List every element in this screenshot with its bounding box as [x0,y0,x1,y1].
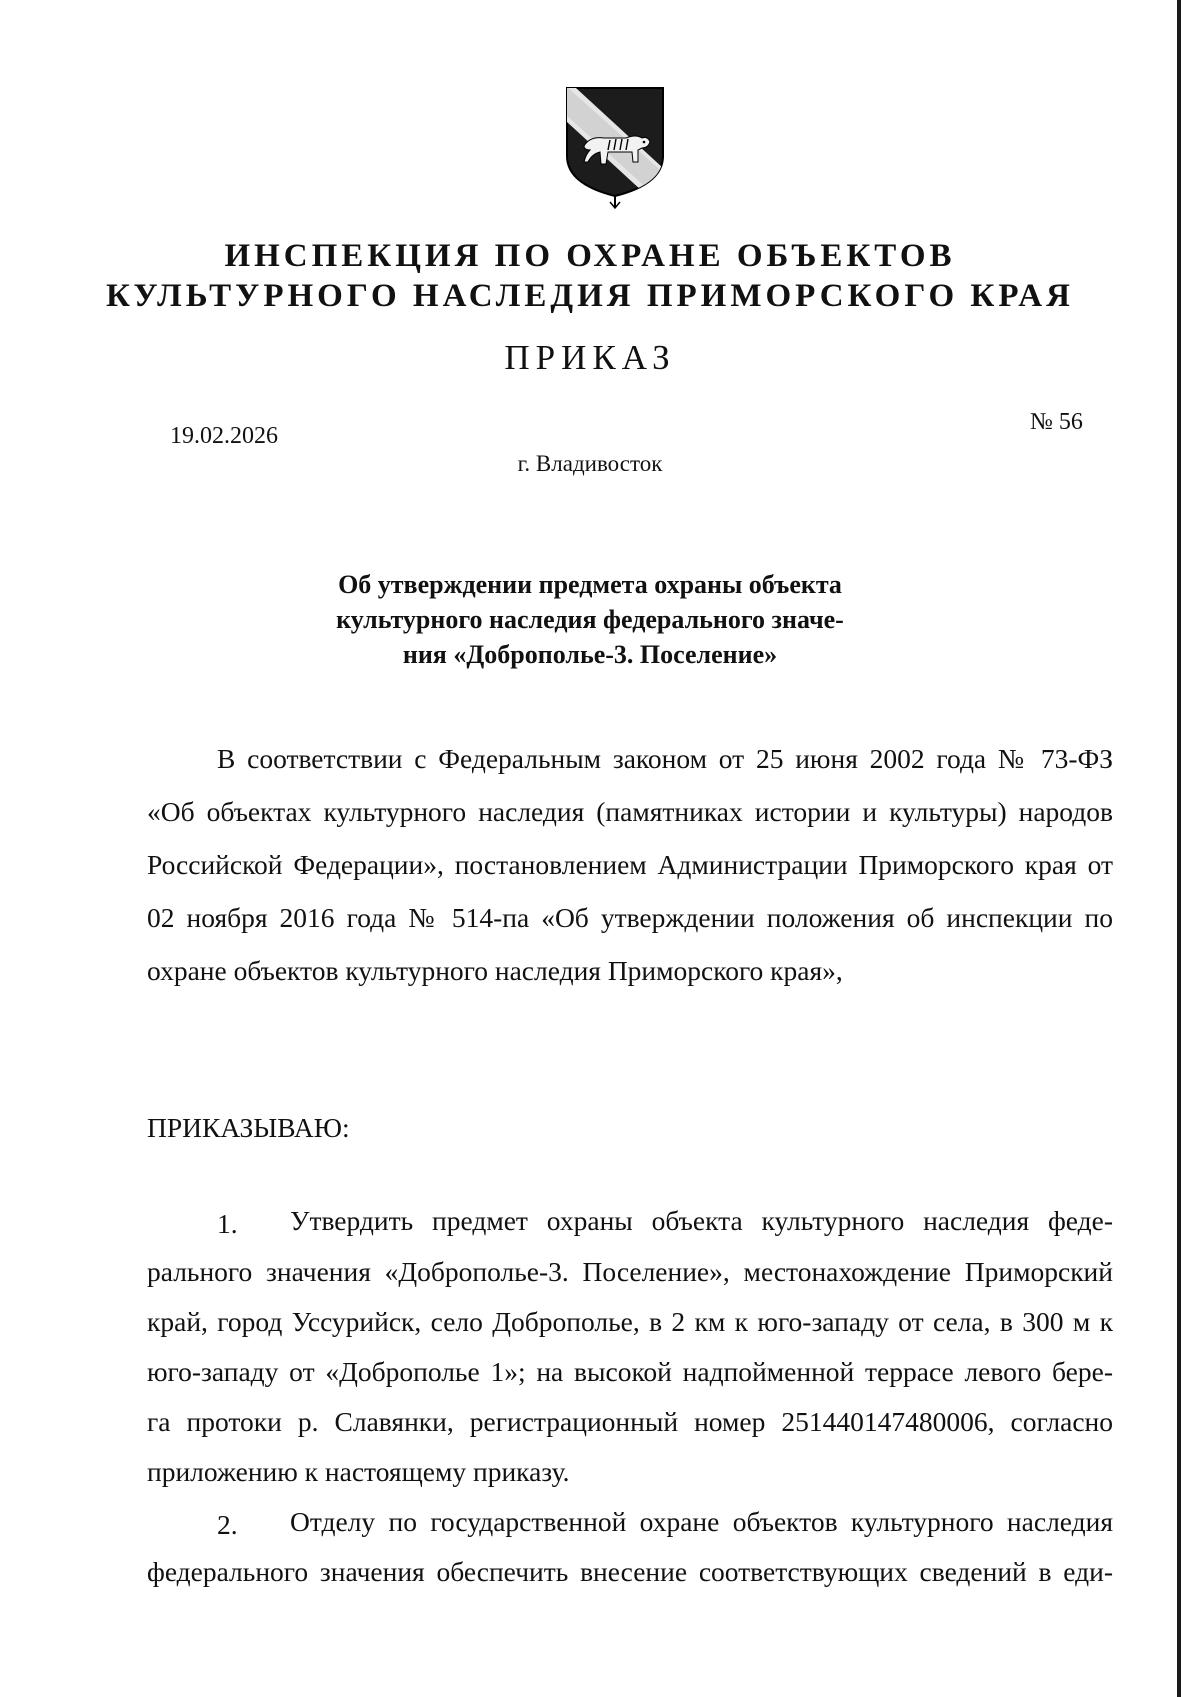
agency-name-line-1: ИНСПЕКЦИЯ ПО ОХРАНЕ ОБЪЕКТОВ [224,238,956,274]
agency-name-line-2: КУЛЬТУРНОГО НАСЛЕДИЯ ПРИМОРСКОГО КРАЯ [106,278,1074,314]
item-line: юго-западу от «Доброполье 1»; на высокой надпойменной террасе левого бере- [147,1356,1113,1387]
primorsky-krai-coat-of-arms-icon [564,84,666,210]
document-date: 19.02.2026 [170,423,278,449]
item-line: рального значения «Доброполье-3. Поселение», местонахождение Приморский [147,1256,1113,1287]
item-number: 2. [217,1509,238,1540]
item-number: 1. [217,1208,238,1239]
subject-line-2: культурного наследия федерального значе- [336,605,844,634]
preamble-line: охране объектов культурного наследия Приморского края», [147,955,843,986]
item-first-line: Утвердить предмет охраны объекта культурного наследия феде- [290,1205,1113,1236]
subject-line-1: Об утверждении предмета охраны объекта [338,570,842,599]
preamble-line: В соответствии с Федеральным законом от 25 июня 2002 года № 73-ФЗ [217,743,1113,774]
item-first-line: Отделу по государственной охране объектов культурного наследия [290,1506,1113,1537]
document-city: г. Владивосток [517,451,663,476]
subject-line-3: ния «Доброполье-3. Поселение» [402,640,778,669]
preamble-line: Российской Федерации», постановлением Администрации Приморского края от [147,849,1113,880]
document-type-title: ПРИКАЗ [504,338,676,377]
item-line: федерального значения обеспечить внесение соответствующих сведений в еди- [147,1556,1113,1587]
item-line: край, город Уссурийск, село Доброполье, в 2 км к юго-западу от села, в 300 м к [147,1306,1113,1337]
order-directive-word: ПРИКАЗЫВАЮ: [147,1112,350,1143]
document-number: № 56 [1030,409,1083,435]
preamble-line: «Об объектах культурного наследия (памятниках истории и культуры) народов [147,796,1113,827]
preamble-line: 02 ноября 2016 года № 514-па «Об утверждении положения об инспекции по [147,902,1113,933]
item-line: га протоки р. Славянки, регистрационный номер 251440147480006, согласно [147,1406,1113,1437]
item-line: приложению к настоящему приказу. [147,1456,570,1487]
